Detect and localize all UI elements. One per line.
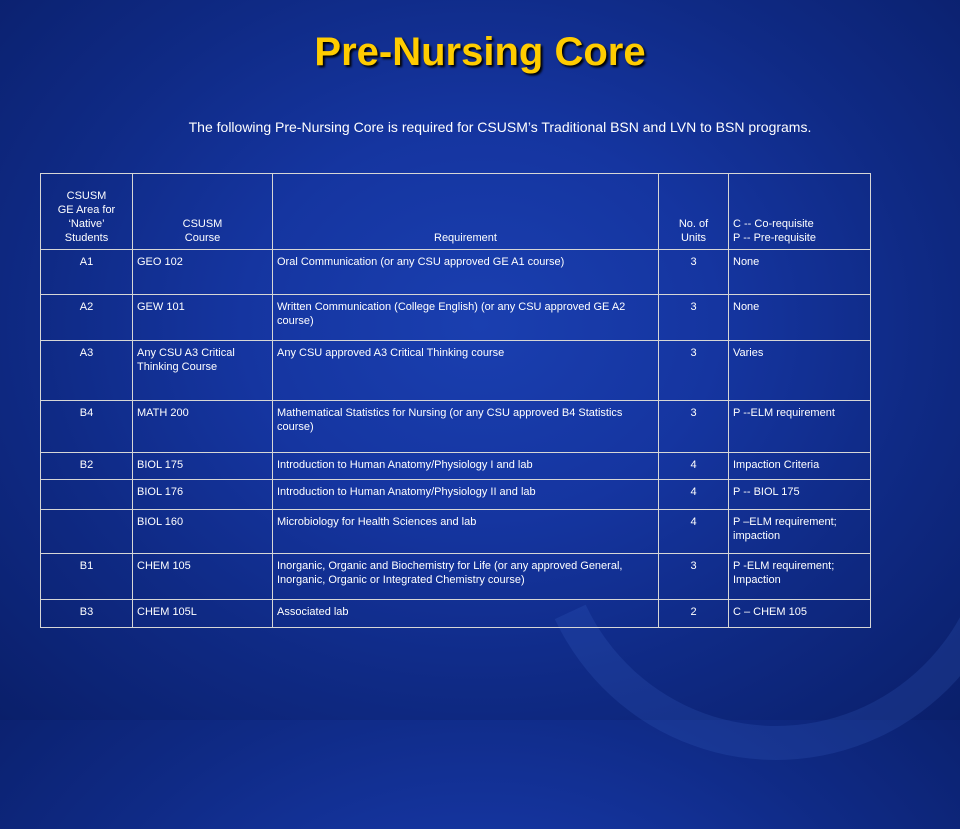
cell-area: A1 <box>41 250 133 295</box>
header-row <box>41 174 871 250</box>
cell-area: A2 <box>41 295 133 341</box>
cell-area: A3 <box>41 341 133 401</box>
cell-units: 3 <box>659 401 729 453</box>
table-row <box>41 554 871 600</box>
cell-requirement: Microbiology for Health Sciences and lab <box>273 510 659 554</box>
cell-prereq: C – CHEM 105 <box>729 600 871 628</box>
cell-units: 3 <box>659 250 729 295</box>
table-row <box>41 600 871 628</box>
table-row <box>41 480 871 510</box>
cell-area <box>41 510 133 554</box>
page-subtitle: The following Pre-Nursing Core is required for CSUSM’s Traditional BSN and LVN to BSN programs. <box>188 119 812 135</box>
cell-requirement: Inorganic, Organic and Biochemistry for Life (or any approved General, Inorganic, Organic or Integrated Chemistry course) <box>273 554 659 600</box>
cell-course: BIOL 176 <box>133 480 273 510</box>
cell-area: B3 <box>41 600 133 628</box>
cell-requirement: Written Communication (College English) (or any CSU approved GE A2 course) <box>273 295 659 341</box>
header-prerequisite: C -- Co-requisite P -- Pre-requisite <box>729 174 871 250</box>
cell-area: B2 <box>41 453 133 480</box>
cell-course: MATH 200 <box>133 401 273 453</box>
header-requirement: Requirement <box>273 174 659 250</box>
cell-requirement: Oral Communication (or any CSU approved GE A1 course) <box>273 250 659 295</box>
cell-requirement: Mathematical Statistics for Nursing (or any CSU approved B4 Statistics course) <box>273 401 659 453</box>
cell-course: GEW 101 <box>133 295 273 341</box>
cell-prereq: None <box>729 250 871 295</box>
cell-units: 3 <box>659 295 729 341</box>
cell-requirement: Introduction to Human Anatomy/Physiology I and lab <box>273 453 659 480</box>
cell-units: 2 <box>659 600 729 628</box>
cell-prereq: Impaction Criteria <box>729 453 871 480</box>
cell-course: CHEM 105L <box>133 600 273 628</box>
cell-area: B1 <box>41 554 133 600</box>
cell-course: BIOL 175 <box>133 453 273 480</box>
cell-units: 3 <box>659 554 729 600</box>
cell-course: Any CSU A3 Critical Thinking Course <box>133 341 273 401</box>
cell-prereq: P –ELM requirement; impaction <box>729 510 871 554</box>
cell-prereq: Varies <box>729 341 871 401</box>
cell-course: BIOL 160 <box>133 510 273 554</box>
pre-nursing-core-table <box>40 173 871 628</box>
cell-area <box>41 480 133 510</box>
cell-prereq: P -- BIOL 175 <box>729 480 871 510</box>
table-row <box>41 341 871 401</box>
cell-units: 4 <box>659 480 729 510</box>
header-units: No. of Units <box>659 174 729 250</box>
table-row <box>41 510 871 554</box>
table-row <box>41 250 871 295</box>
cell-course: GEO 102 <box>133 250 273 295</box>
header-ge-area: CSUSM GE Area for ‘Native’ Students <box>41 174 133 250</box>
table-row <box>41 295 871 341</box>
cell-requirement: Associated lab <box>273 600 659 628</box>
cell-prereq: P -ELM requirement; Impaction <box>729 554 871 600</box>
cell-requirement: Any CSU approved A3 Critical Thinking course <box>273 341 659 401</box>
cell-units: 4 <box>659 510 729 554</box>
table-row <box>41 401 871 453</box>
header-course: CSUSM Course <box>133 174 273 250</box>
page-title: Pre-Nursing Core <box>314 30 646 74</box>
cell-units: 3 <box>659 341 729 401</box>
cell-prereq: None <box>729 295 871 341</box>
cell-units: 4 <box>659 453 729 480</box>
cell-prereq: P --ELM requirement <box>729 401 871 453</box>
cell-course: CHEM 105 <box>133 554 273 600</box>
table-row <box>41 453 871 480</box>
cell-requirement: Introduction to Human Anatomy/Physiology II and lab <box>273 480 659 510</box>
cell-area: B4 <box>41 401 133 453</box>
